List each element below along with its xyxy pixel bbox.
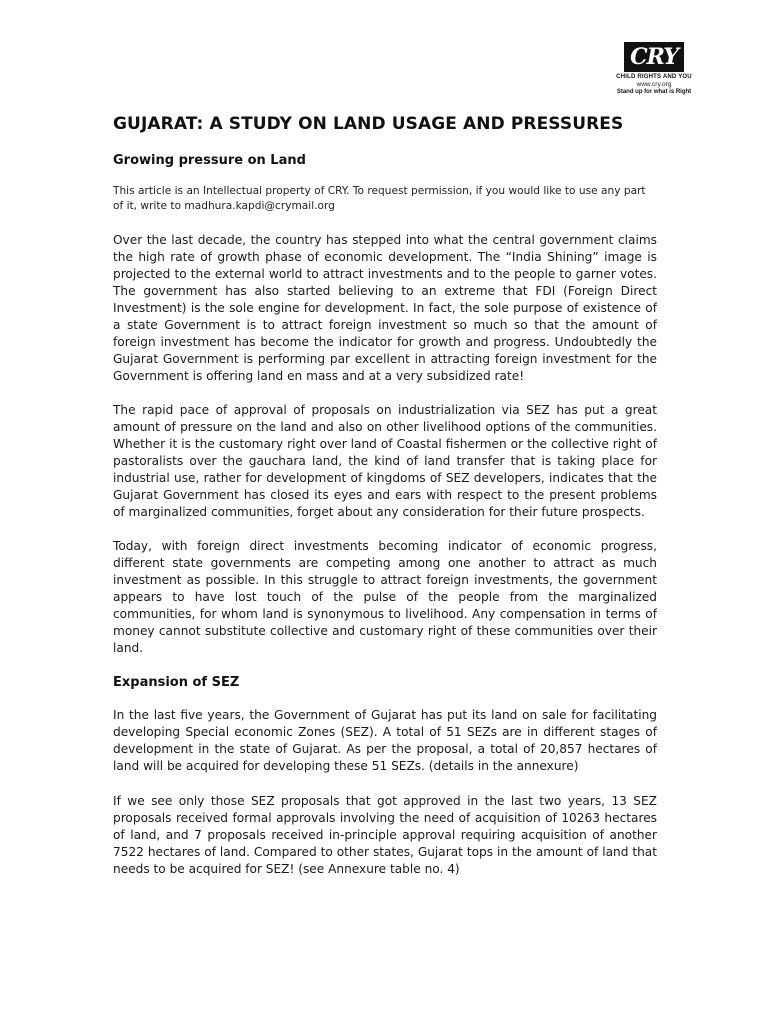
paragraph-1: Over the last decade, the country has stepped into what the central government claims the high rate of growth phase of economic development. The “India Shining” image is projected to the external world to attract investments and to the people to garner votes. The government has also started believing to an extreme that FDI (Foreign Direct Investment) is the sole engine for development. In fact, the sole purpose of existence of a state Government is to attract foreign investment so much so that the amount of foreign investment has become the indicator for growth and progress. Undoubtedly the Gujarat Government is performing par excellent in attracting foreign investment for the Government is offering land en mass and at a very subsidized rate! [113, 233, 657, 383]
section-heading-expansion-sez: Expansion of SEZ [113, 675, 240, 690]
paragraph-4: In the last five years, the Government of Gujarat has put its land on sale for facilitating developing Special economic Zones (SEZ). A total of 51 SEZs are in different stages of development in the state of Gujarat. As per the proposal, a total of 20,857 hectares of land will be acquired for developing these 51 SEZs. (details in the annexure) [113, 708, 657, 773]
copyright-notice: This article is an Intellectual property of CRY. To request permission, if you would like to use any part of it, write to madhura.kapdi@crymail.org [113, 185, 646, 212]
section-heading-growing-pressure: Growing pressure on Land [113, 153, 306, 168]
logo-tagline: CHILD RIGHTS AND YOU [616, 74, 692, 80]
document-title: GUJARAT: A STUDY ON LAND USAGE AND PRESSURES [113, 114, 624, 134]
paragraph-5: If we see only those SEZ proposals that got approved in the last two years, 13 SEZ proposals received formal approvals involving the need of acquisition of 10263 hectares of land, and 7 proposals received in-principle approval requiring acquisition of another 7522 hectares of land. Compared to other states, Gujarat tops in the amount of land that needs to be acquired for SEZ! (see Annexure table no. 4) [113, 794, 657, 876]
logo-url: www.cry.org [636, 81, 672, 88]
paragraph-2: The rapid pace of approval of proposals on industrialization via SEZ has put a great amount of pressure on the land and also on other livelihood options of the communities. Whether it is the customary right over land of Coastal fishermen or the collective right of pastoralists over the gauchara land, the kind of land transfer that is taking place for industrial use, rather for development of kingdoms of SEZ developers, indicates that the Gujarat Government has closed its eyes and ears with respect to the present problems of marginalized communities, forget about any consideration for their future prospects. [113, 403, 657, 519]
logo-slogan: Stand up for what is Right [616, 89, 692, 95]
cry-logo-mark: CRY [624, 42, 684, 72]
paragraph-3: Today, with foreign direct investments becoming indicator of economic progress, different state governments are competing among one another to attract as much investment as possible. In this struggle to attract foreign investments, the government appears to have lost touch of the pulse of the people from the marginalized communities, for whom land is synonymous to livelihood. Any compensation in terms of money cannot substitute collective and customary right of these communities over their land. [113, 539, 657, 655]
cry-logo [614, 42, 694, 106]
